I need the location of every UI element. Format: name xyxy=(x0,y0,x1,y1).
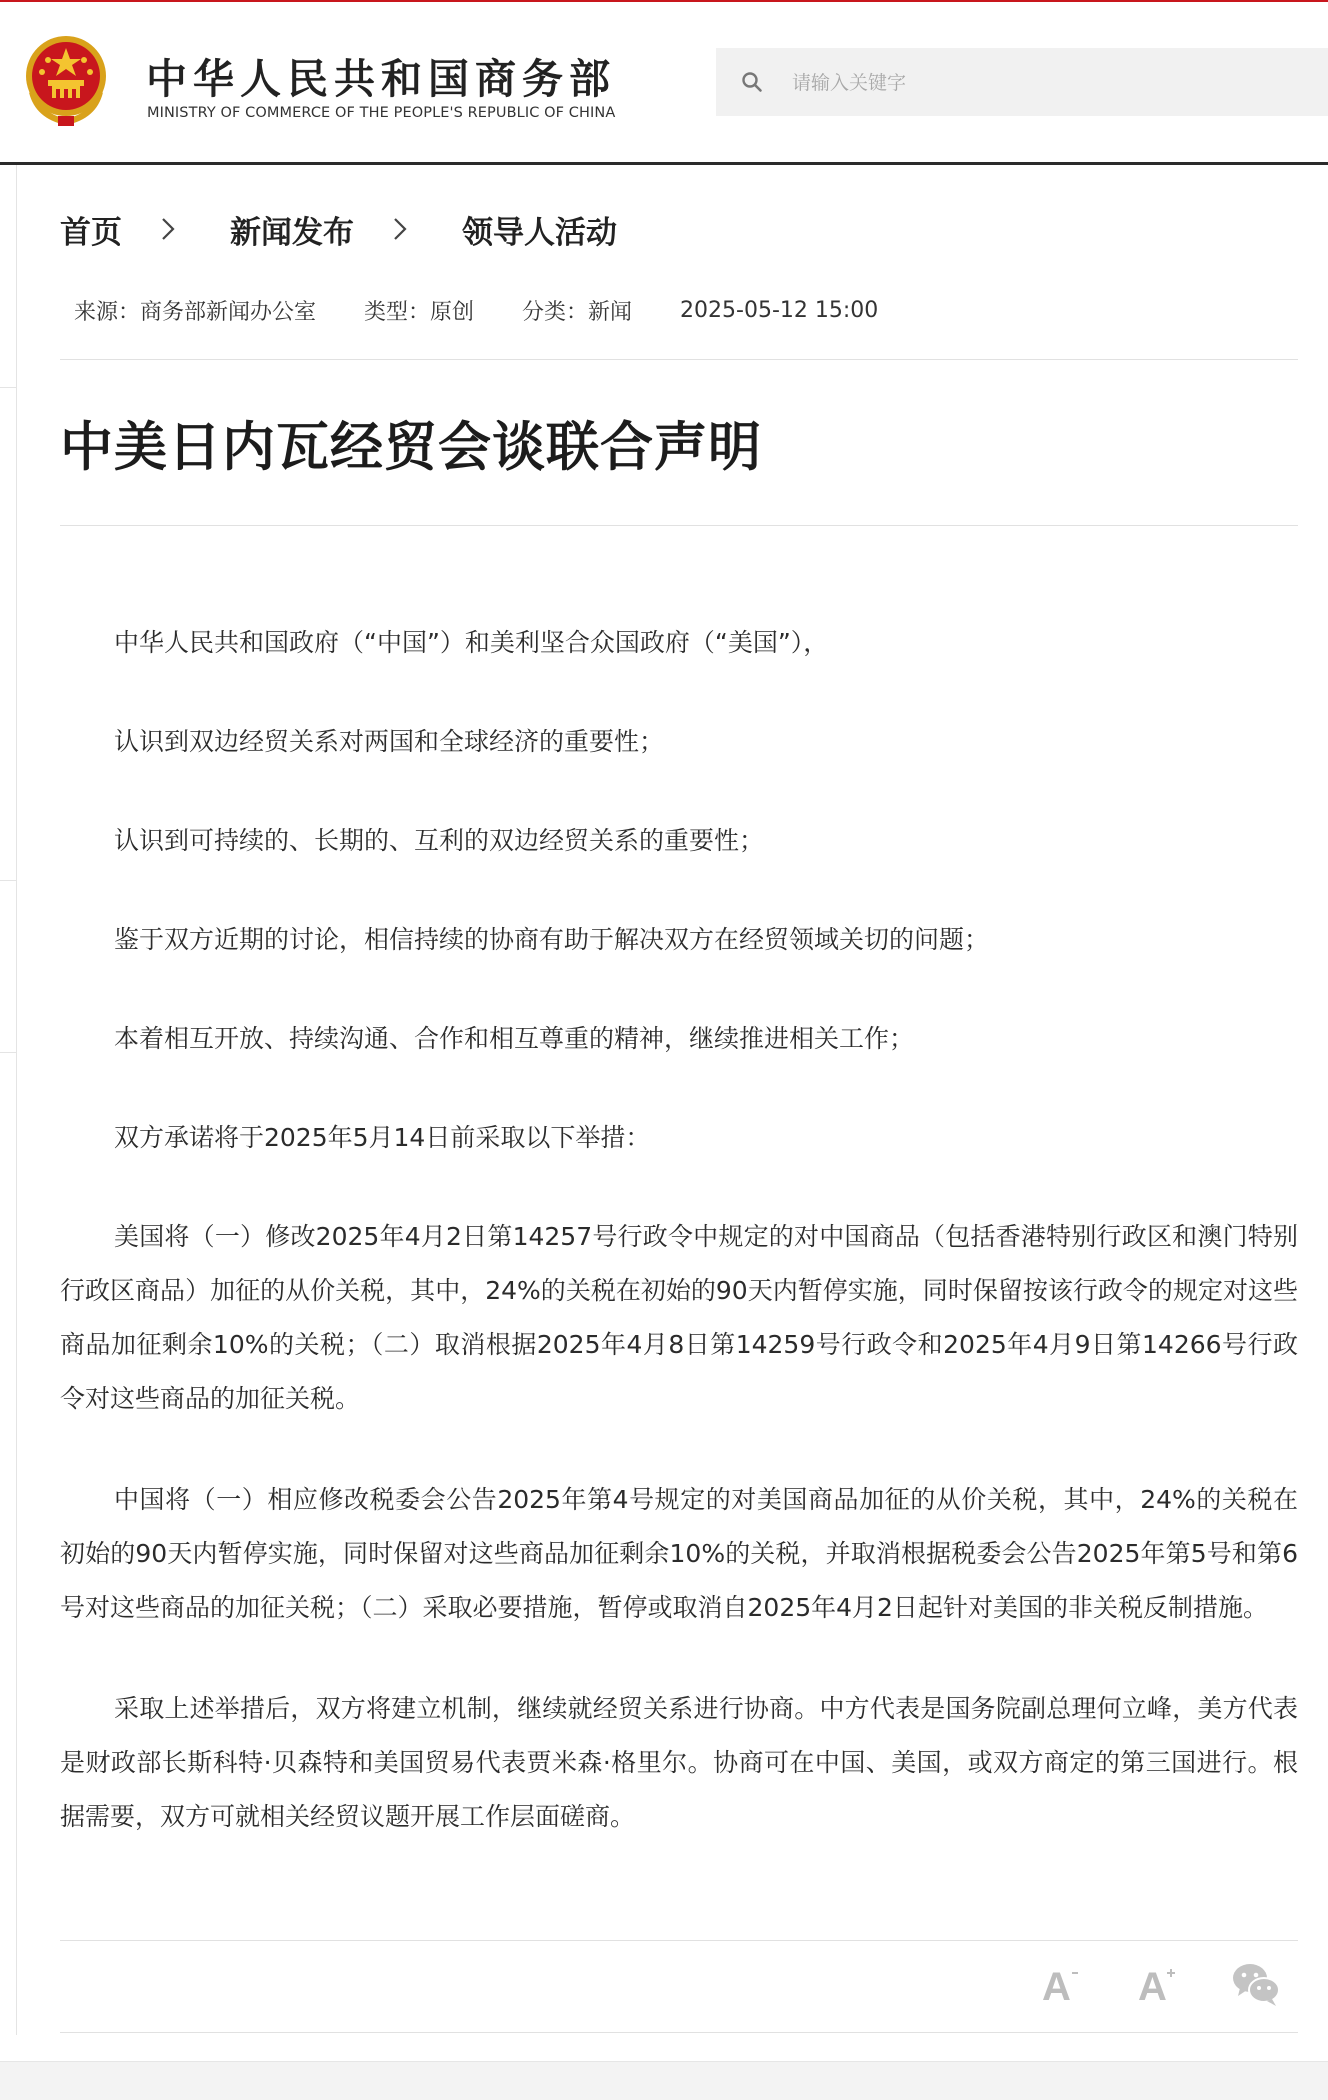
site-title-cn[interactable]: 中华人民共和国商务部 xyxy=(146,55,616,103)
chevron-right-icon xyxy=(376,217,424,241)
tools-bottom-divider xyxy=(60,2032,1298,2033)
national-emblem-logo[interactable] xyxy=(18,32,114,128)
left-gutter-mark xyxy=(0,880,16,881)
article-paragraph: 双方承诺将于2025年5月14日前采取以下举措： xyxy=(114,1123,651,1152)
meta-datetime: 2025-05-12 15:00 xyxy=(680,297,879,323)
meta-type: 类型：原创 xyxy=(364,299,475,325)
article-body xyxy=(60,616,1298,1844)
left-gutter-mark xyxy=(0,387,16,388)
breadcrumb-news[interactable]: 新闻发布 xyxy=(230,214,354,251)
font-decrease-icon[interactable] xyxy=(1038,1960,1086,2008)
article-paragraph: 中国将（一）相应修改税委会公告2025年第4号规定的对美国商品加征的从价关税，其中，24%的关税在初始的90天内暂停实施，同时保留对这些商品加征剩余10%的关税，并取消根据税委会公告2025年第5号和第6号对这些商品的加征关税；（二）采取必要措施，暂停或取消自2025年4月2日起针对美国的非关税反制措施。 xyxy=(60,1485,1298,1622)
article-paragraph: 本着相互开放、持续沟通、合作和相互尊重的精神，继续推进相关工作； xyxy=(114,1024,915,1053)
font-increase-icon[interactable] xyxy=(1134,1960,1182,2008)
breadcrumb-leader-activities[interactable]: 领导人活动 xyxy=(462,214,617,251)
wechat-share-icon[interactable] xyxy=(1230,1958,1282,2010)
meta-category: 分类：新闻 xyxy=(522,299,633,325)
svg-text:A: A xyxy=(1042,1965,1071,2008)
search-icon[interactable] xyxy=(740,70,764,94)
svg-text:A: A xyxy=(1138,1965,1167,2008)
meta-source: 来源：商务部新闻办公室 xyxy=(74,299,317,325)
article-paragraph: 鉴于双方近期的讨论，相信持续的协商有助于解决双方在经贸领域关切的问题； xyxy=(114,925,990,954)
left-gutter-line xyxy=(16,165,17,2035)
article-paragraph: 中华人民共和国政府（“中国”）和美利坚合众国政府（“美国”）， xyxy=(114,628,829,657)
page-footer-band xyxy=(0,2061,1328,2100)
site-title-en: MINISTRY OF COMMERCE OF THE PEOPLE'S REPUBLIC OF CHINA xyxy=(147,105,616,121)
chevron-right-icon xyxy=(144,217,192,241)
article-paragraph: 采取上述举措后，双方将建立机制，继续就经贸关系进行协商。中方代表是国务院副总理何立峰，美方代表是财政部长斯科特·贝森特和美国贸易代表贾米森·格里尔。协商可在中国、美国，或双方商定的第三国进行。根据需要，双方可就相关经贸议题开展工作层面磋商。 xyxy=(60,1694,1298,1831)
breadcrumb-home[interactable]: 首页 xyxy=(60,214,122,251)
article-title: 中美日内瓦经贸会谈联合声明 xyxy=(60,417,762,478)
article-paragraph: 认识到可持续的、长期的、互利的双边经贸关系的重要性； xyxy=(114,826,765,855)
breadcrumb xyxy=(60,209,617,249)
tools-top-divider xyxy=(60,1940,1298,1941)
header-divider xyxy=(0,162,1328,165)
title-divider xyxy=(60,525,1298,526)
meta-divider xyxy=(60,359,1298,360)
article-meta xyxy=(74,295,926,325)
search-box xyxy=(716,48,1328,116)
site-header xyxy=(0,2,1328,162)
article-paragraph: 认识到双边经贸关系对两国和全球经济的重要性； xyxy=(114,727,665,756)
left-gutter-mark xyxy=(0,1052,16,1053)
search-input[interactable] xyxy=(790,48,1314,118)
article-paragraph: 美国将（一）修改2025年4月2日第14257号行政令中规定的对中国商品（包括香港特别行政区和澳门特别行政区商品）加征的从价关税，其中，24%的关税在初始的90天内暂停实施，同时保留按该行政令的规定对这些商品加征剩余10%的关税；（二）取消根据2025年4月8日第14259号行政令和2025年4月9日第14266号行政令对这些商品的加征关税。 xyxy=(60,1222,1298,1413)
